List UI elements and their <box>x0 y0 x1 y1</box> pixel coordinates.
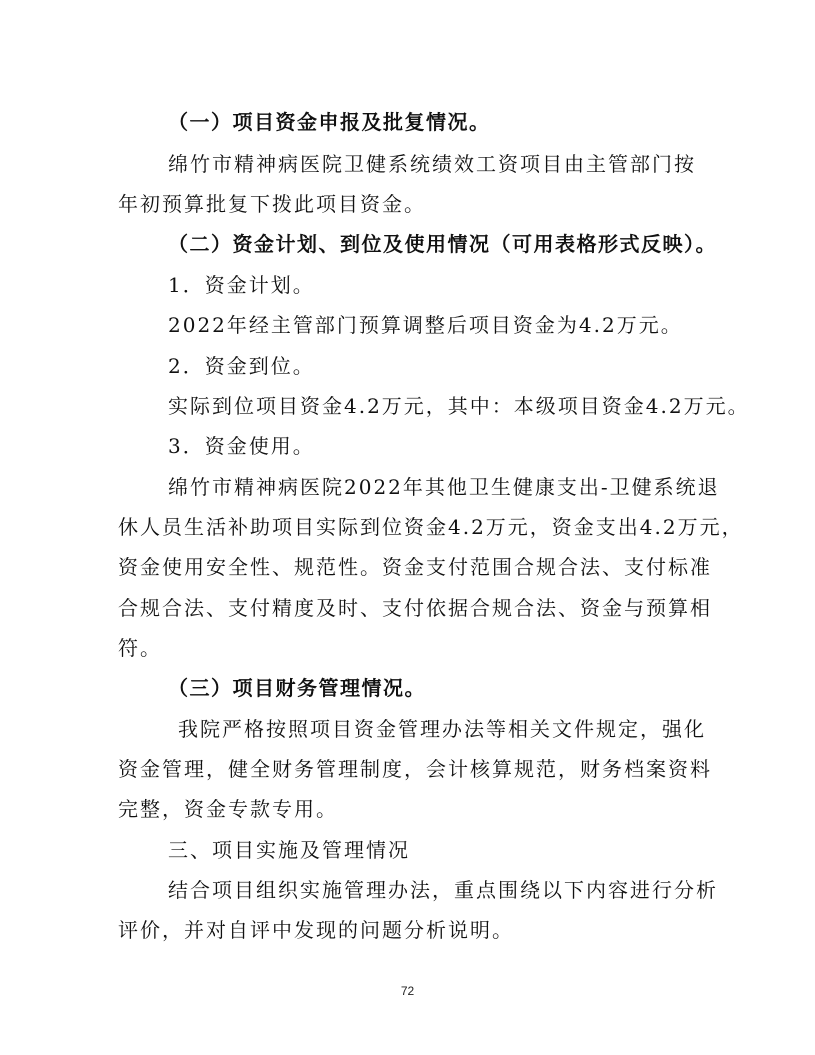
section-heading-1: （一）项目资金申报及批复情况。 <box>168 110 491 134</box>
paragraph-5-line-1: 结合项目组织实施管理办法，重点围绕以下内容进行分析 <box>168 878 718 902</box>
paragraph-3-line-2: 休人员生活补助项目实际到位资金4.2万元，资金支出4.2万元， <box>118 515 744 539</box>
section-heading-2: （二）资金计划、到位及使用情况（可用表格形式反映）。 <box>168 232 717 256</box>
paragraph-3-line-3: 资金使用安全性、规范性。资金支付范围合规合法、支付标准 <box>118 555 712 579</box>
paragraph-3-line-5: 符。 <box>118 636 162 660</box>
section-heading-3: （三）项目财务管理情况。 <box>168 676 426 700</box>
paragraph-1-line-2: 年初预算批复下拨此项目资金。 <box>118 192 426 216</box>
fund-arrival-text: 实际到位项目资金4.2万元，其中：本级项目资金4.2万元。 <box>168 394 750 418</box>
paragraph-3-line-4: 合规合法、支付精度及时、支付依据合规合法、资金与预算相 <box>118 596 712 620</box>
fund-plan-text: 2022年经主管部门预算调整后项目资金为4.2万元。 <box>168 313 683 337</box>
paragraph-4-line-3: 完整，资金专款专用。 <box>118 797 338 821</box>
section-heading-4: 三、项目实施及管理情况 <box>168 838 410 862</box>
page-number: 72 <box>400 984 415 998</box>
paragraph-4-line-2: 资金管理，健全财务管理制度，会计核算规范，财务档案资料 <box>118 757 712 781</box>
subheading-fund-usage: 3．资金使用。 <box>168 434 315 458</box>
paragraph-5-line-2: 评价，并对自评中发现的问题分析说明。 <box>118 918 514 942</box>
subheading-fund-arrival: 2．资金到位。 <box>168 354 315 378</box>
paragraph-1-line-1: 绵竹市精神病医院卫健系统绩效工资项目由主管部门按 <box>168 152 696 176</box>
paragraph-3-line-1: 绵竹市精神病医院2022年其他卫生健康支出-卫健系统退 <box>168 475 720 499</box>
subheading-fund-plan: 1．资金计划。 <box>168 273 315 297</box>
paragraph-4-line-1: 我院严格按照项目资金管理办法等相关文件规定，强化 <box>178 717 706 741</box>
